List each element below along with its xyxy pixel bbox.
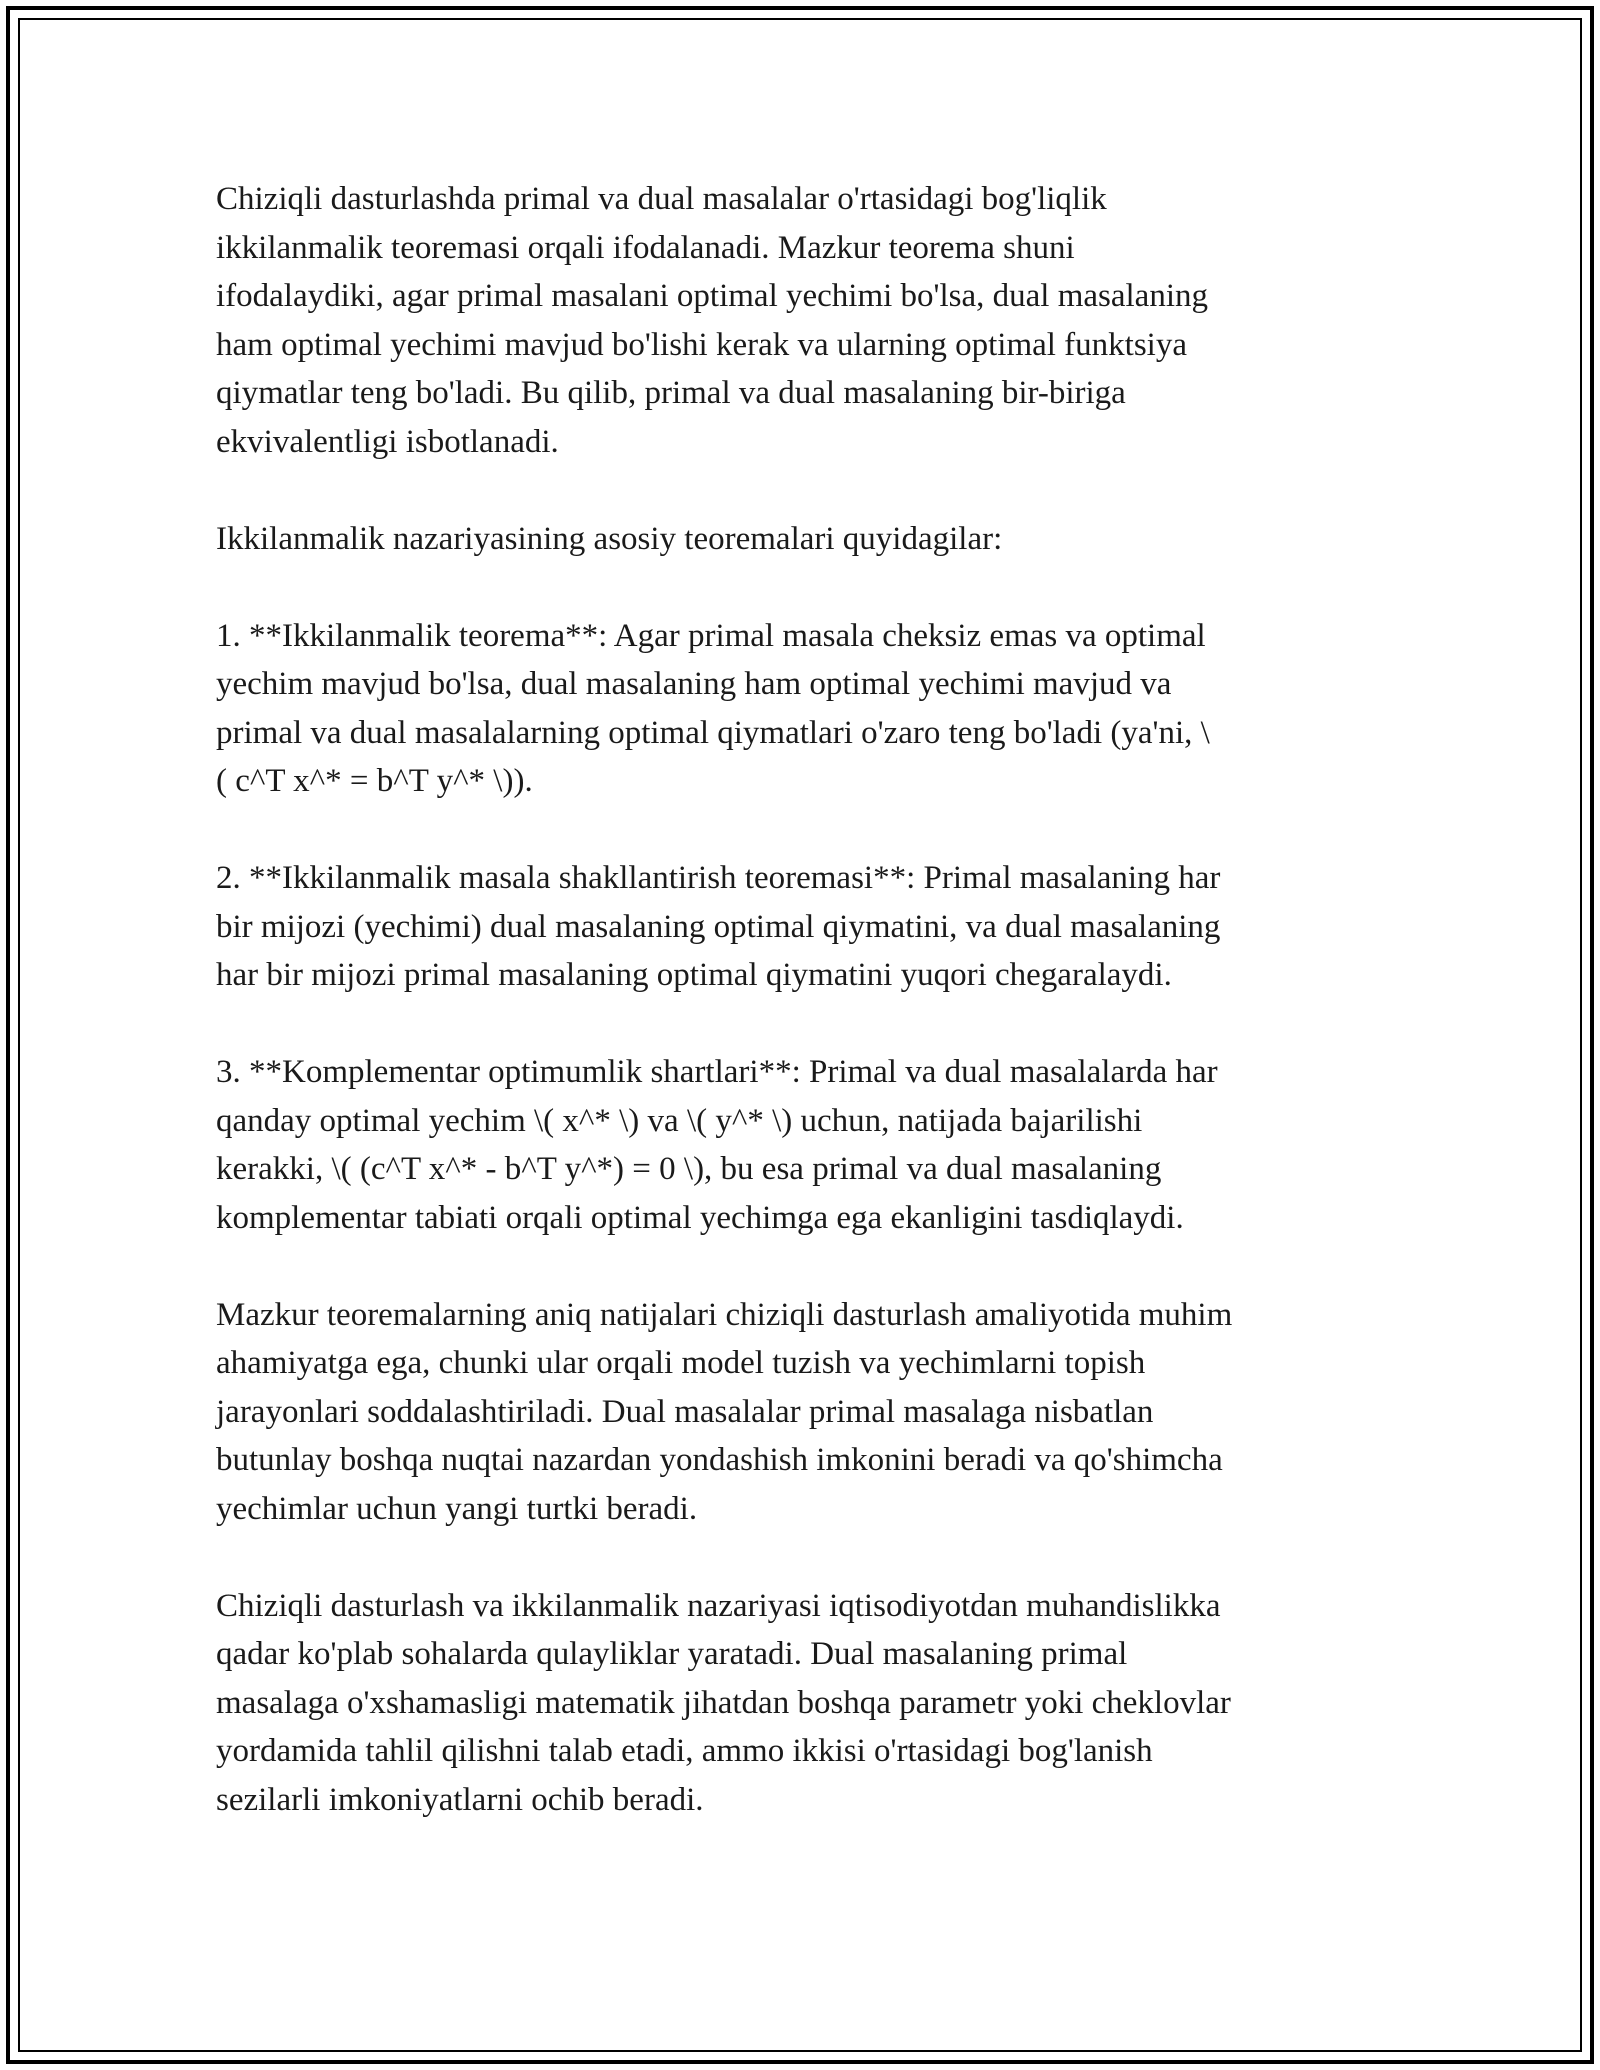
- list-item-duality-theorem: 1. **Ikkilanmalik teorema**: Agar primal masala cheksiz emas va optimal yechim mavjud bo'lsa, dual masalaning ham optimal yechimi mavjud va primal va dual masalalarning optimal qiymatlari o'zaro teng bo'ladi (ya'ni, \ ( c^T x^* = b^T y^* \)).: [216, 617, 1210, 799]
- paragraph-intro: Chiziqli dasturlashda primal va dual masalalar o'rtasidagi bog'liqlik ikkilanmalik teoremasi orqali ifodalanadi. Mazkur teorema shuni ifodalaydiki, agar primal masalani optimal yechimi bo'lsa, dual masalaning ham optimal yechimi mavjud bo'lishi kerak va ularning optimal funktsiya qiymatlar teng bo'ladi. Bu qilib, primal va dual masalaning bir-biriga ekvivalentligi isbotlanadi.: [216, 181, 1208, 460]
- document-body: [216, 175, 1396, 1824]
- paragraph-practical-results: Mazkur teoremalarning aniq natijalari chiziqli dasturlash amaliyotida muhim ahamiyatga ega, chunki ular orqali model tuzish va yechimlarni topish jarayonlari soddalashtiriladi. Dual masalalar primal masalaga nisbatlan butunlay boshqa nuqtai nazardan yondashish imkonini beradi va qo'shimcha yechimlar uchun yangi turtki beradi.: [216, 1296, 1233, 1527]
- list-item-complementary-slackness: 3. **Komplementar optimumlik shartlari**: Primal va dual masalalarda har qanday optimal yechim \( x^* \) va \( y^* \) uchun, natijada bajarilishi kerakki, \( (c^T x^* - b^T y^*) = 0 \), bu esa primal va dual masalaning komplementar tabiati orqali optimal yechimga ega ekanligini tasdiqlaydi.: [216, 1054, 1218, 1236]
- paragraph-theorems-heading: Ikkilanmalik nazariyasining asosiy teoremalari quyidagilar:: [216, 520, 1003, 557]
- paragraph-conclusion: Chiziqli dasturlash va ikkilanmalik nazariyasi iqtisodiyotdan muhandislikka qadar ko'plab sohalarda qulayliklar yaratadi. Dual masalaning primal masalaga o'xshamasligi matematik jihatdan boshqa parametr yoki cheklovlar yordamida tahlil qilishni talab etadi, ammo ikkisi o'rtasidagi bog'lanish sezilarli imkoniyatlarni ochib beradi.: [216, 1587, 1231, 1818]
- list-item-formulation-theorem: 2. **Ikkilanmalik masala shakllantirish teoremasi**: Primal masalaning har bir mijozi (yechimi) dual masalaning optimal qiymatini, va dual masalaning har bir mijozi primal masalaning optimal qiymatini yuqori chegaralaydi.: [216, 860, 1221, 993]
